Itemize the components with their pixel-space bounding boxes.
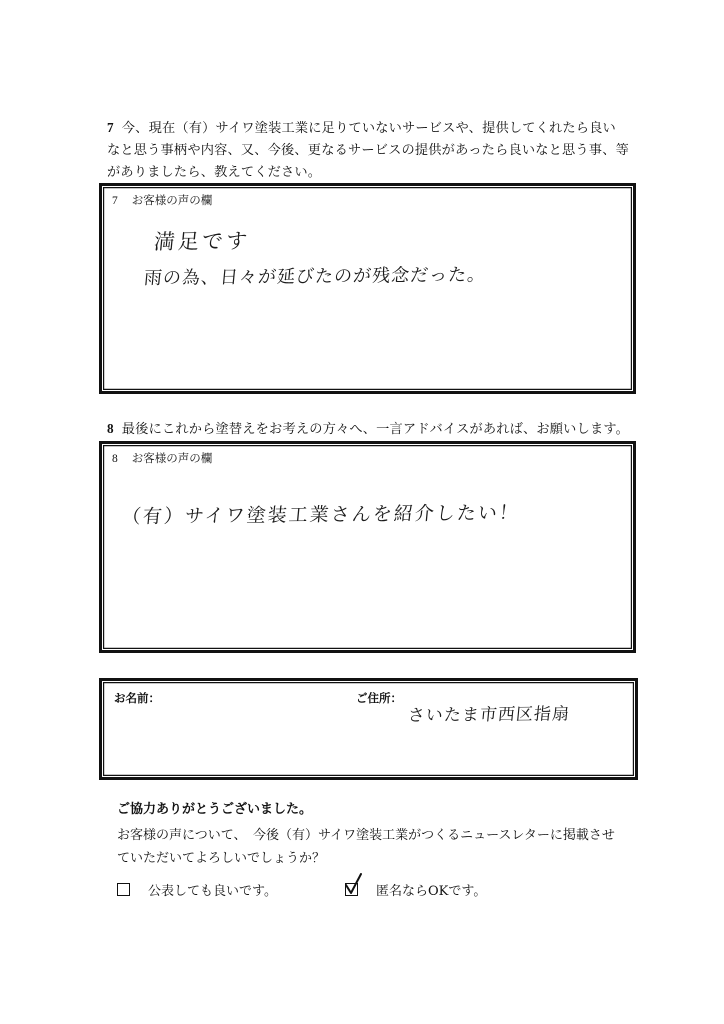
public-checkbox[interactable] — [117, 883, 130, 896]
handwritten-answer-7-line-1: 満足です — [152, 228, 252, 254]
consent-question — [117, 824, 657, 870]
answer-box-7-number: 7 — [112, 195, 118, 207]
option-anonymous-label: 匿名ならOKです。 — [376, 884, 487, 899]
answer-box-8-label: お客様の声の欄 — [131, 451, 213, 465]
thanks-message: ご協力ありがとうございました。 — [117, 802, 313, 817]
answer-box-7[interactable] — [99, 183, 636, 394]
option-public-label: 公表しても良いです。 — [148, 884, 277, 899]
question-7-line-2: なと思う事柄や内容、又、今後、更なるサービスの提供があったら良いなと思う事、等 — [107, 143, 629, 158]
consent-line-2: ていただいてよろしいでしょうか？ — [117, 851, 326, 866]
option-anonymous[interactable] — [345, 880, 486, 899]
question-8-number: 8 — [107, 421, 114, 436]
question-7 — [107, 117, 652, 184]
address-label: ご住所： — [356, 691, 402, 705]
question-7-line-3: がありましたら、教えてください。 — [107, 165, 322, 180]
question-7-line-1: 7 今、現在（有）サイワ塗装工業に足りていないサービスや、提供してくれたら良い — [107, 120, 616, 136]
answer-box-8[interactable] — [99, 441, 636, 653]
anonymous-checkbox[interactable] — [345, 883, 358, 896]
answer-box-7-label: お客様の声の欄 — [131, 193, 213, 207]
answer-box-7-header — [112, 192, 212, 208]
question-7-number: 7 — [107, 120, 114, 135]
address-value: さいたま市西区指扇 — [406, 704, 571, 726]
checkmark-icon — [344, 872, 364, 896]
answer-box-8-number: 8 — [112, 453, 118, 465]
handwritten-answer-8: （有）サイワ塗装工業さんを紹介したい！ — [120, 501, 521, 528]
handwritten-answer-7-line-2: 雨の為、日々が延びたのが残念だった。 — [142, 264, 488, 289]
question-8 — [107, 418, 652, 441]
option-public[interactable] — [117, 880, 277, 899]
contact-box[interactable] — [99, 678, 638, 780]
name-label: お名前： — [114, 691, 160, 705]
question-8-text: 最後にこれから塗替えをお考えの方々へ、一言アドバイスがあれば、お願いします。 — [121, 422, 630, 437]
consent-line-1: お客様の声について、 今後（有）サイワ塗装工業がつくるニュースレターに掲載させ — [117, 828, 615, 843]
answer-box-8-header — [112, 450, 212, 466]
